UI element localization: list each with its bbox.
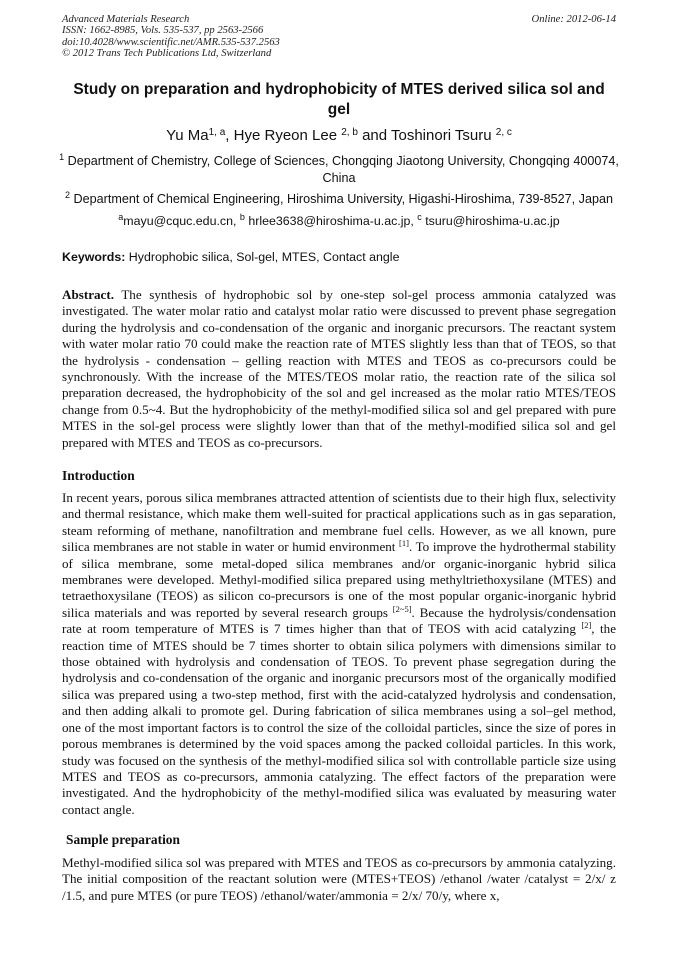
author-separator: , (225, 127, 234, 144)
citation[interactable]: [2] (581, 620, 592, 631)
issn-line: ISSN: 1662-8985, Vols. 535-537, pp 2563-2566 (62, 25, 264, 37)
keywords-text: Hydrophobic silica, Sol-gel, MTES, Contact angle (125, 250, 400, 264)
email-mark: b (239, 212, 245, 222)
journal-name: Advanced Materials Research (62, 14, 190, 25)
affiliation-text: Department of Chemistry, College of Sciences, Chongqing Jiaotong University, Chongqing 400074, China (64, 154, 619, 185)
introduction-heading: Introduction (62, 468, 135, 483)
author-name: Hye Ryeon Lee (233, 127, 342, 144)
abstract-label: Abstract. (62, 287, 114, 302)
email-mark: a (118, 212, 124, 222)
affiliation-text: Department of Chemical Engineering, Hiroshima University, Higashi-Hiroshima, 739-8527, Japan (70, 192, 613, 206)
email-mark: c (417, 212, 422, 222)
introduction-body (62, 490, 616, 818)
abstract (62, 287, 616, 451)
author-list (40, 127, 638, 145)
affiliation-mark: 1 (59, 152, 65, 162)
intro-text: . To improve the hydrothermal stability of silica membrane, some metal-doped silica membranes and/or organic-inorganic hybrid silica membranes were developed. Methyl-modified silica prepared using methyltriethoxysilane (MTES) and tetraethoxysilane (TEOS) as silicon co-precursors is one of the most popular organic-inorganic hybrid silica materials and was reported by several research groups (62, 539, 616, 620)
intro-text: . Because the hydrolysis/condensation rate at room temperature of MTES is 7 times higher than that of TEOS with acid catalyzing (62, 604, 617, 637)
abstract-text: The synthesis of hydrophobic sol by one-step sol-gel process ammonia catalyzed was investigated. The water molar ratio and catalyst molar ratio were discussed to prevent phase segregation during the hydrolysis and co-condensation of the organic and inorganic precursors. The reactant system with water molar ratio 70 could make the reaction rate of MTES slightly less than that of TEOS, so that the hydrolysis - condensation – gelling reaction with MTES and TEOS as co-precursors could be synchronously. With the increase of the MTES/TEOS molar ratio, the reaction rate of the silica sol preparation decreased, the hydrophobicity of the sol and gel increased as the molar ratio MTES/TEOS change from 0.5~4. But the hydrophobicity of the methyl-modified silica sol and gel prepared with pure MTES in the sol-gel process were slightly lower than that of the methyl-modified silica sol and gel prepared with MTES and TEOS as co-precursors. (62, 287, 616, 450)
doi-line: doi:10.4028/www.scientific.net/AMR.535-537.2563 (62, 36, 280, 48)
paper-title: Study on preparation and hydrophobicity of MTES derived silica sol and gel (73, 81, 605, 118)
keywords (62, 249, 618, 266)
sample-preparation-body: Methyl-modified silica sol was prepared with MTES and TEOS as co-precursors by ammonia catalyzing. The initial composition of the reactant solution were (MTES+TEOS) /ethanol /water /catalyst = 2/x/ z /1.5, and pure MTES (or pure TEOS) /ethanol/water/ammonia = 2/x/ 70/y, where x, (62, 855, 616, 903)
intro-text: In recent years, porous silica membranes attracted attention of scientists due to their high flux, selectivity and thermal resistance, which make them well-suited for practical applications such as in gas separation, steam reforming of methane, nanofiltration and membrane fuel cells. However, as we all known, pure silica membranes are not stable in water or humid environment (62, 490, 616, 555)
email-address[interactable]: hrlee3638@hiroshima-u.ac.jp, (244, 214, 418, 228)
author-affil-mark: 2, c (495, 127, 512, 138)
author-affil-mark: 2, b (341, 127, 358, 138)
online-date: Online: 2012-06-14 (531, 14, 616, 25)
sample-preparation-heading: Sample preparation (66, 832, 180, 847)
author-separator: and (357, 127, 391, 144)
author-name: Yu Ma (166, 127, 209, 144)
citation[interactable]: [1] (399, 538, 409, 549)
journal-header (62, 14, 616, 60)
author-affil-mark: 1, a (208, 127, 226, 138)
affiliation-mark: 2 (65, 190, 71, 200)
affiliation-2 (48, 191, 630, 208)
intro-text: , the reaction time of MTES should be 7 times shorter to obtain silica polymers with dimensions similar to those obtained with hydrolysis and condensation of TEOS. To prevent phase segregation during the hydrolysis and co-condensation of the organic and inorganic precursors most of the organically modified silica was prepared using a two-step method, first with the acid-catalyzed hydrolysis and condensation, and then adding alkali to promote gel. During fabrication of silica membranes using a sol–gel method, one of the most important factors is to control the size of the colloidal particles, since the size of pores in porous membranes is determined by the void spaces among the packed colloidal particles. In this work, study was focused on the synthesis of the methyl-modified silica sol with controllable particle size using MTES and TEOS as co-precursors, ammonia catalyzing. The effect factors of the preparation were investigated. And the hydrophobicity of the methyl-modified silica was evaluated by measuring water contact angle. (62, 621, 617, 817)
email-line (48, 213, 630, 230)
affiliation-1 (48, 153, 630, 187)
copyright-line: © 2012 Trans Tech Publications Ltd, Switzerland (62, 48, 272, 60)
citation[interactable]: [2~5] (392, 603, 412, 614)
email-address[interactable]: mayu@cquc.edu.cn, (123, 214, 240, 228)
email-address[interactable]: tsuru@hiroshima-u.ac.jp (421, 214, 560, 228)
author-name: Toshinori Tsuru (391, 127, 496, 144)
keywords-label: Keywords: (62, 250, 126, 264)
